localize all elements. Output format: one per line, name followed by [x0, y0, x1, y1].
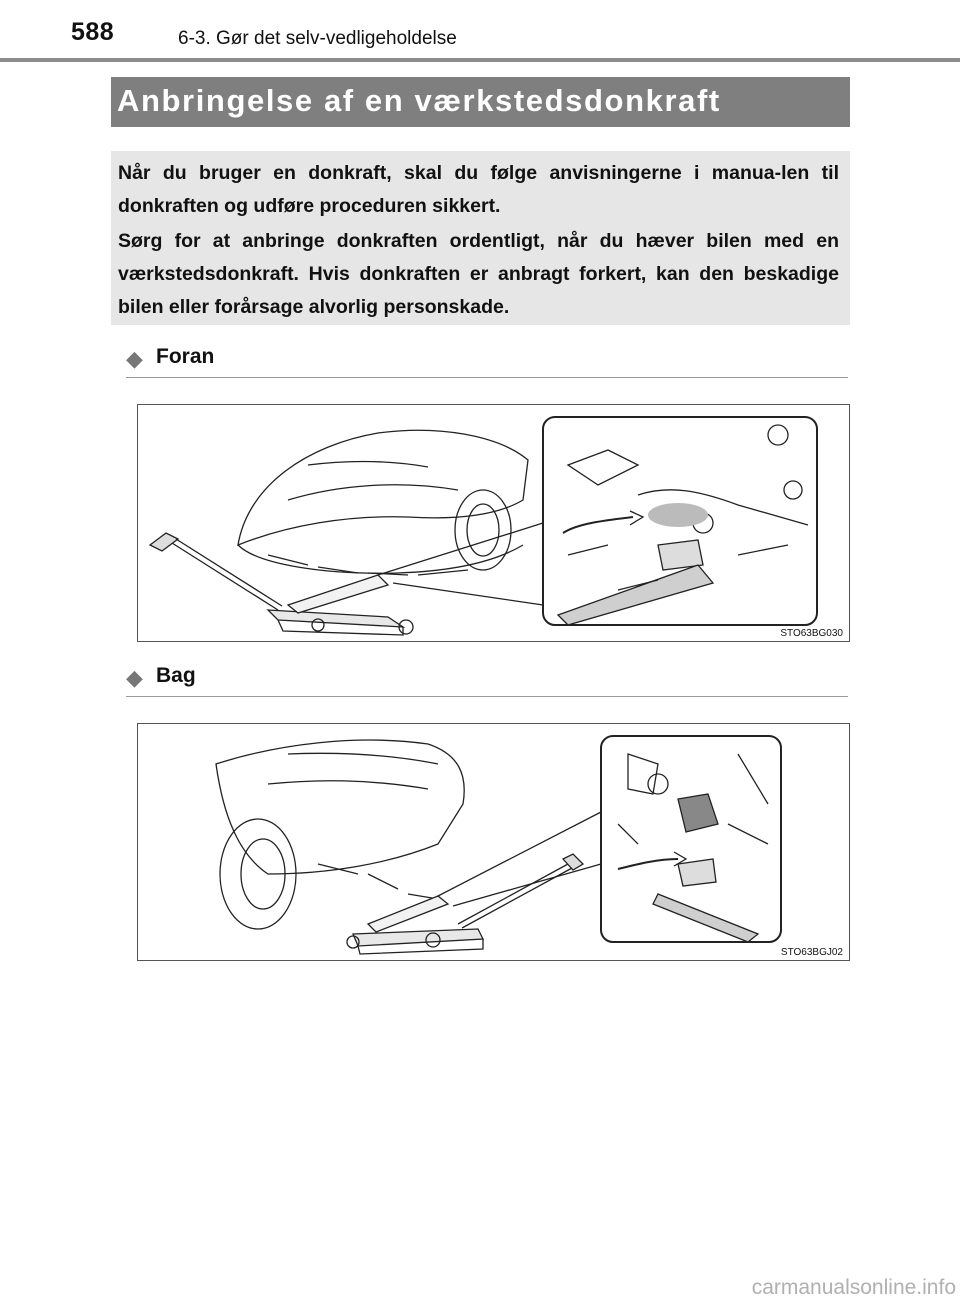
chapter-title: 6-3. Gør det selv-vedligeholdelse — [178, 28, 457, 49]
section-heading-front — [126, 345, 848, 378]
notice-box — [111, 151, 850, 325]
diamond-bullet-icon: ◆ — [126, 346, 143, 371]
notice-paragraph-1: Når du bruger en donkraft, skal du følge anvisningerne i manua-len til donkraften og udføre proceduren sikkert. — [118, 162, 839, 217]
figure-code-front: STO63BG030 — [780, 628, 843, 639]
rear-jack-illustration — [138, 724, 849, 960]
figure-front-jack-point — [137, 404, 850, 642]
page-header — [0, 0, 960, 62]
page-title: Anbringelse af en værkstedsdonkraft — [117, 83, 721, 118]
footer-watermark[interactable]: carmanualsonline.info — [751, 1276, 956, 1299]
figure-code-rear: STO63BGJ02 — [780, 947, 843, 958]
section-heading-rear — [126, 664, 848, 697]
figure-rear-jack-point — [137, 723, 850, 961]
section-title-bar — [111, 77, 850, 127]
header-rule — [0, 58, 960, 62]
notice-paragraph-2: Sørg for at anbringe donkraften ordentligt, når du hæver bilen med en værkstedsdonkraft. Hvis donkraften er anbragt forkert, kan den beskadige bilen eller forårsage alvorlig personskade. — [118, 230, 839, 318]
section-title-rear: Bag — [156, 664, 196, 687]
page-number: 588 — [71, 18, 115, 46]
diamond-bullet-icon: ◆ — [126, 665, 143, 690]
front-jack-illustration — [138, 405, 849, 641]
section-title-front: Foran — [156, 345, 215, 368]
